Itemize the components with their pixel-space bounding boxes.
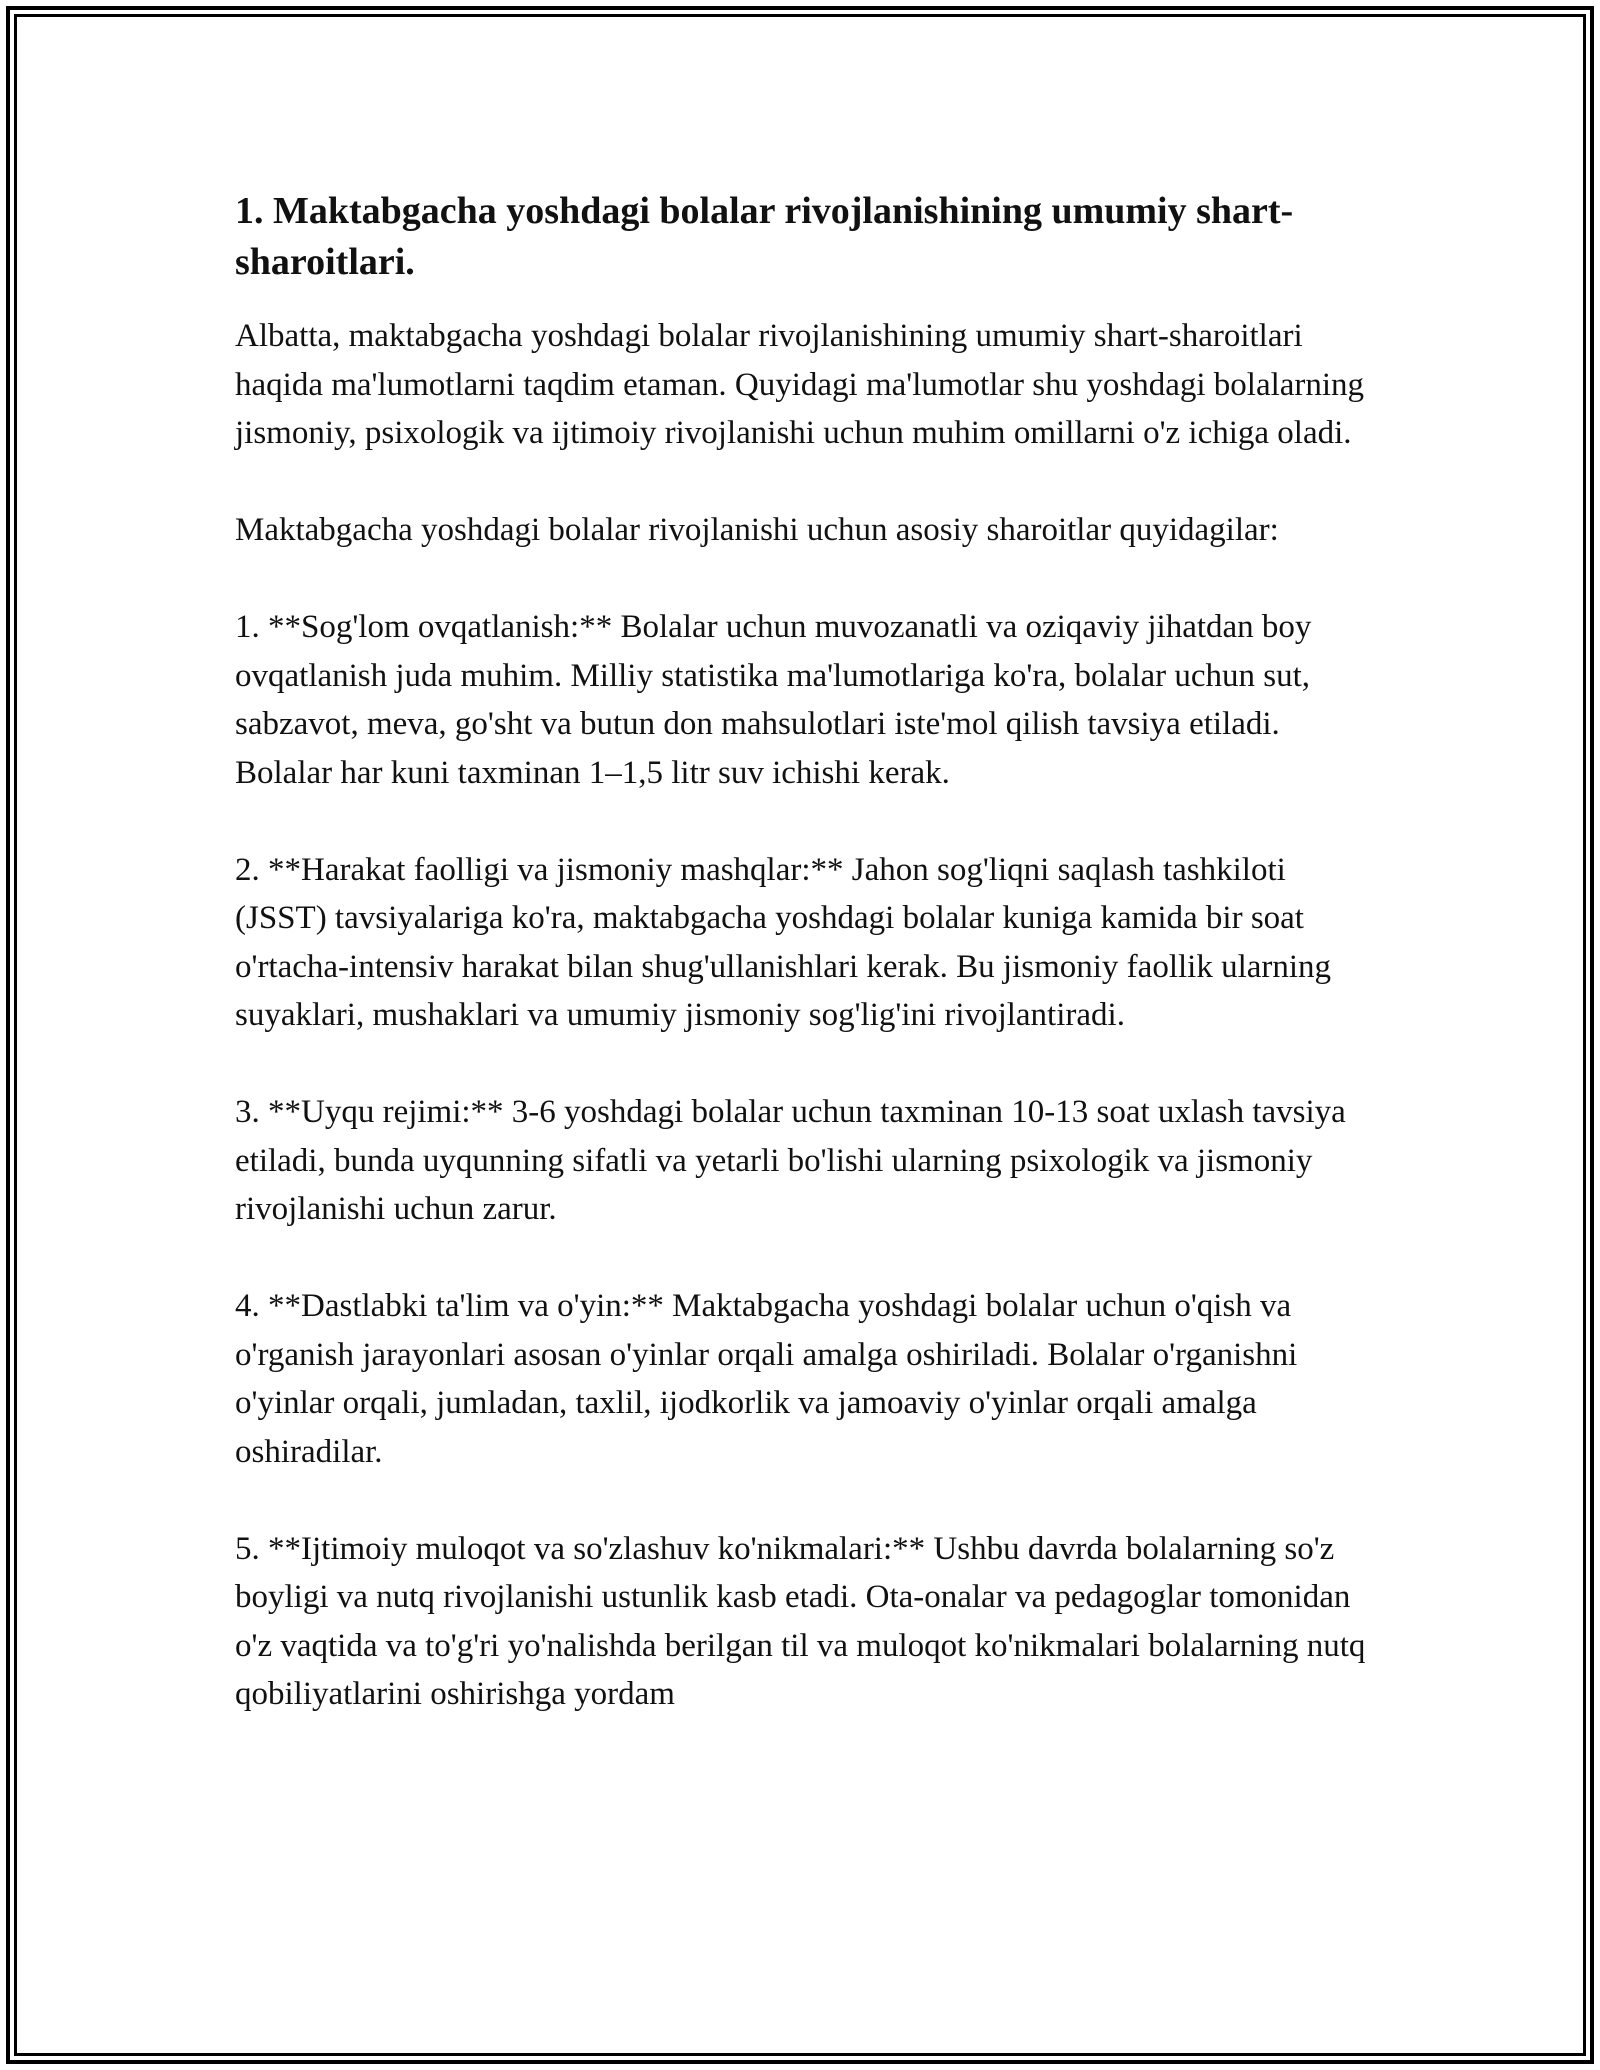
document-body [235, 312, 1370, 1719]
list-item-social-communication: 5. **Ijtimoiy muloqot va so'zlashuv ko'nikmalari:** Ushbu davrda bolalarning so'z boyligi va nutq rivojlanishi ustunlik kasb etadi. Ota-onalar va pedagoglar tomonidan o'z vaqtida va to'g'ri yo'nalishda berilgan til va muloqot ko'nikmalari bolalarning nutq qobiliyatlarini oshirishga yordam [235, 1530, 1366, 1712]
lead-paragraph: Maktabgacha yoshdagi bolalar rivojlanishi uchun asosiy sharoitlar quyidagilar: [235, 512, 1279, 548]
document-content [235, 186, 1370, 1719]
paragraph-spacer [235, 1234, 1370, 1283]
list-item-early-learning: 4. **Dastlabki ta'lim va o'yin:** Maktabgacha yoshdagi bolalar uchun o'qish va o'rganish jarayonlari asosan o'yinlar orqali amalga oshiriladi. Bolalar o'rganishni o'yinlar orqali, jumladan, taxlil, ijodkorlik va jamoaviy o'yinlar orqali amalga oshiradilar. [235, 1288, 1298, 1470]
list-item-nutrition: 1. **Sog'lom ovqatlanish:** Bolalar uchun muvozanatli va oziqaviy jihatdan boy ovqatlanish juda muhim. Milliy statistika ma'lumotlariga ko'ra, bolalar uchun sut, sabzavot, meva, go'sht va butun don mahsulotlari iste'mol qilish tavsiya etiladi. Bolalar har kuni taxminan 1–1,5 litr suv ichishi kerak. [235, 609, 1312, 791]
intro-paragraph: Albatta, maktabgacha yoshdagi bolalar rivojlanishining umumiy shart-sharoitlari haqida ma'lumotlarni taqdim etaman. Quyidagi ma'lumotlar shu yoshdagi bolalarning jismoniy, psixologik va ijtimoiy rivojlanishi uchun muhim omillarni o'z ichiga oladi. [235, 318, 1365, 451]
paragraph-spacer [235, 1476, 1370, 1525]
paragraph-spacer [235, 458, 1370, 507]
list-item-sleep: 3. **Uyqu rejimi:** 3-6 yoshdagi bolalar uchun taxminan 10-13 soat uxlash tavsiya etiladi, bunda uyqunning sifatli va yetarli bo'lishi ularning psixologik va jismoniy rivojlanishi uchun zarur. [235, 1094, 1346, 1227]
paragraph-spacer [235, 555, 1370, 604]
paragraph-spacer [235, 797, 1370, 846]
paragraph-spacer [235, 1040, 1370, 1089]
document-title: 1. Maktabgacha yoshdagi bolalar rivojlanishining umumiy shart-sharoitlari. [235, 190, 1294, 283]
list-item-physical-activity: 2. **Harakat faolligi va jismoniy mashqlar:** Jahon sog'liqni saqlash tashkiloti (JSST) tavsiyalariga ko'ra, maktabgacha yoshdagi bolalar kuniga kamida bir soat o'rtacha-intensiv harakat bilan shug'ullanishlari kerak. Bu jismoniy faollik ularning suyaklari, mushaklari va umumiy jismoniy sog'lig'ini rivojlantiradi. [235, 851, 1332, 1033]
